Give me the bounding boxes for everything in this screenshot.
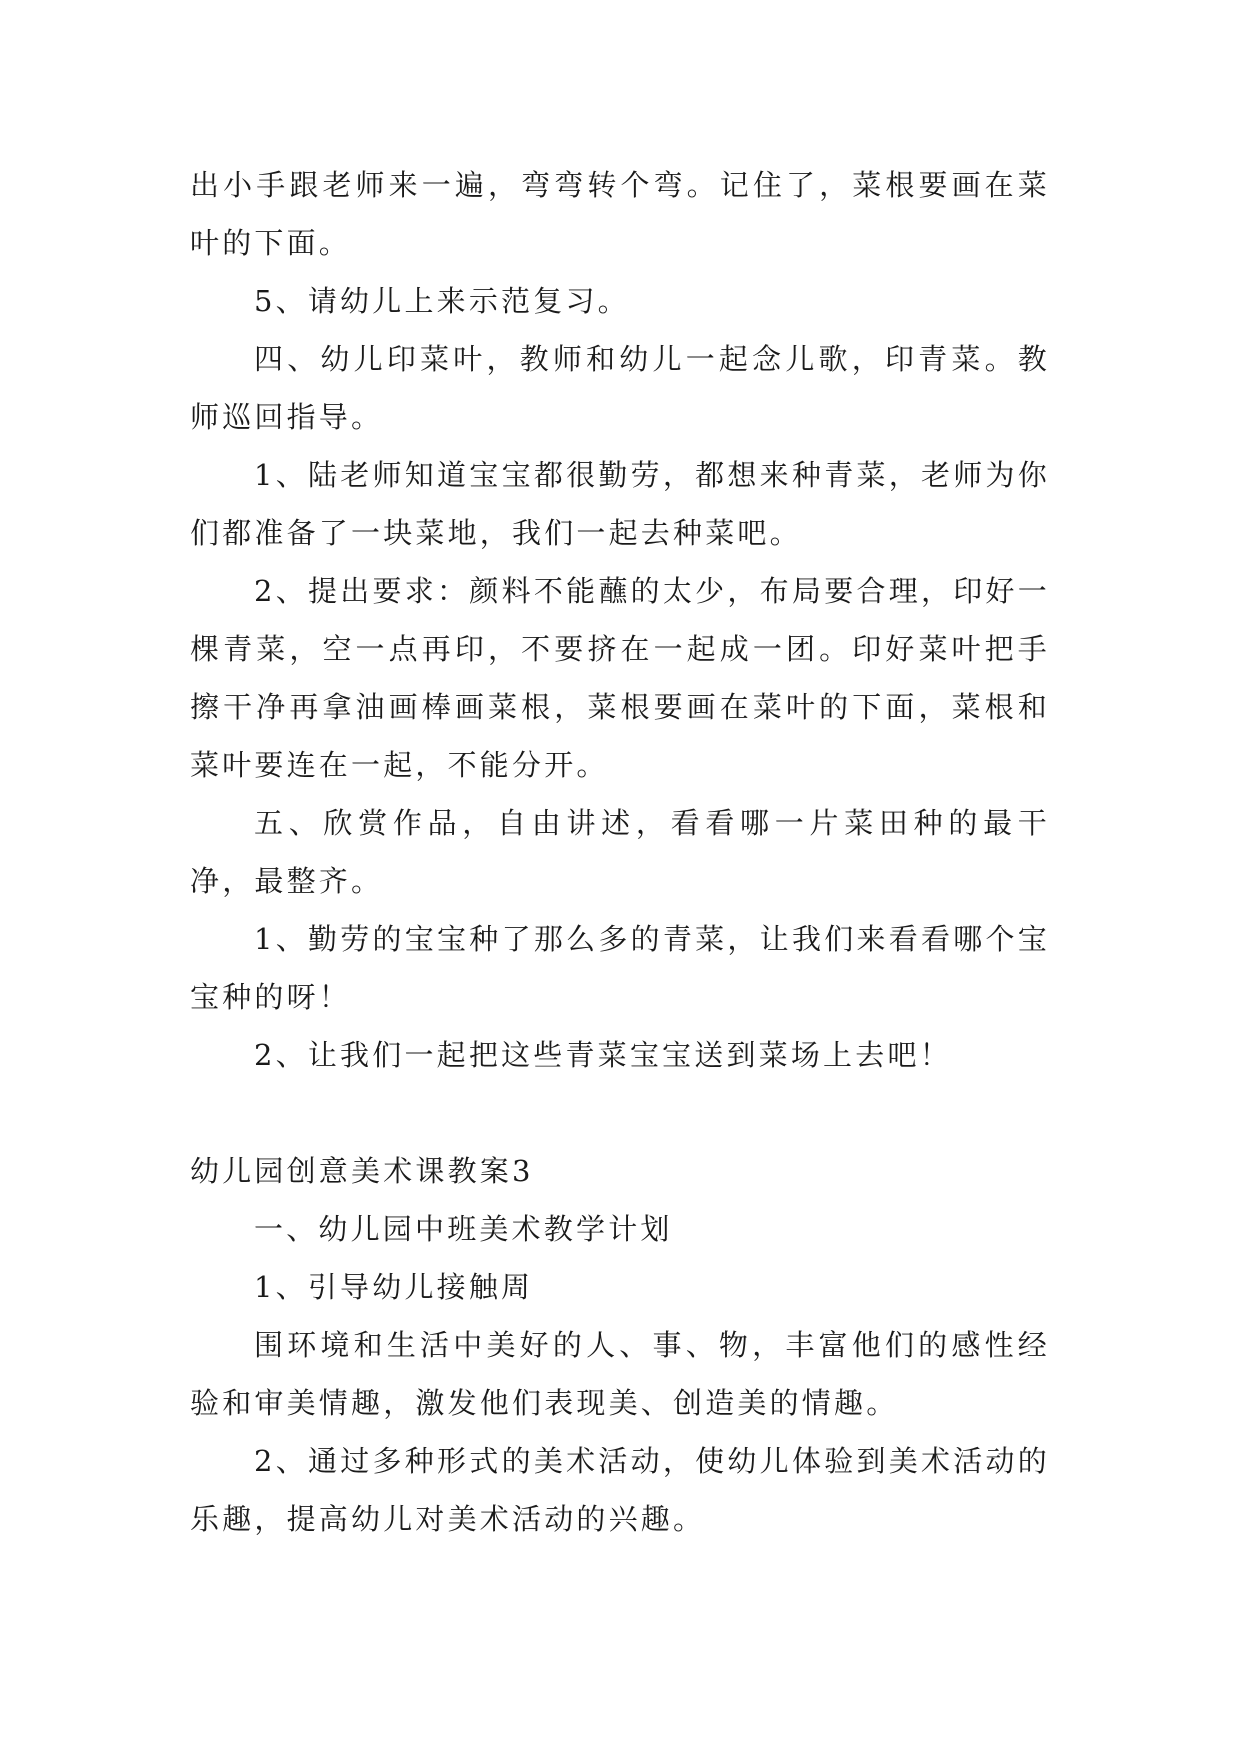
paragraph-section-4: 四、幼儿印菜叶，教师和幼儿一起念儿歌，印青菜。教师巡回指导。 [190, 342, 1050, 434]
paragraph-section-5-item-1: 1、勤劳的宝宝种了那么多的青菜，让我们来看看哪个宝宝种的呀！ [190, 922, 1050, 1014]
paragraph-section-4-item-1: 1、陆老师知道宝宝都很勤劳，都想来种青菜，老师为你们都准备了一块菜地，我们一起去种菜吧。 [190, 458, 1050, 550]
paragraph-step-5: 5、请幼儿上来示范复习。 [254, 284, 630, 318]
paragraph-section-5: 五、欣赏作品，自由讲述，看看哪一片菜田种的最干净，最整齐。 [190, 806, 1050, 898]
section-heading: 幼儿园创意美术课教案3 [190, 1154, 534, 1188]
document-body [190, 156, 1050, 1548]
paragraph-plan-title: 一、幼儿园中班美术教学计划 [254, 1212, 673, 1246]
paragraph-section-4-item-2: 2、提出要求：颜料不能蘸的太少，布局要合理，印好一棵青菜，空一点再印，不要挤在一起成一团。印好菜叶把手擦干净再拿油画棒画菜根，菜根要画在菜叶的下面，菜根和菜叶要连在一起，不能分开。 [190, 574, 1050, 782]
paragraph-drawing-instruction: 出小手跟老师来一遍，弯弯转个弯。记住了，菜根要画在菜叶的下面。 [190, 168, 1050, 260]
paragraph-plan-item-1: 1、引导幼儿接触周 [254, 1270, 534, 1304]
paragraph-plan-item-2: 2、通过多种形式的美术活动，使幼儿体验到美术活动的乐趣，提高幼儿对美术活动的兴趣。 [190, 1444, 1050, 1536]
paragraph-section-5-item-2: 2、让我们一起把这些青菜宝宝送到菜场上去吧！ [254, 1038, 952, 1072]
paragraph-plan-item-1-continued: 围环境和生活中美好的人、事、物，丰富他们的感性经验和审美情趣，激发他们表现美、创造美的情趣。 [190, 1328, 1050, 1420]
